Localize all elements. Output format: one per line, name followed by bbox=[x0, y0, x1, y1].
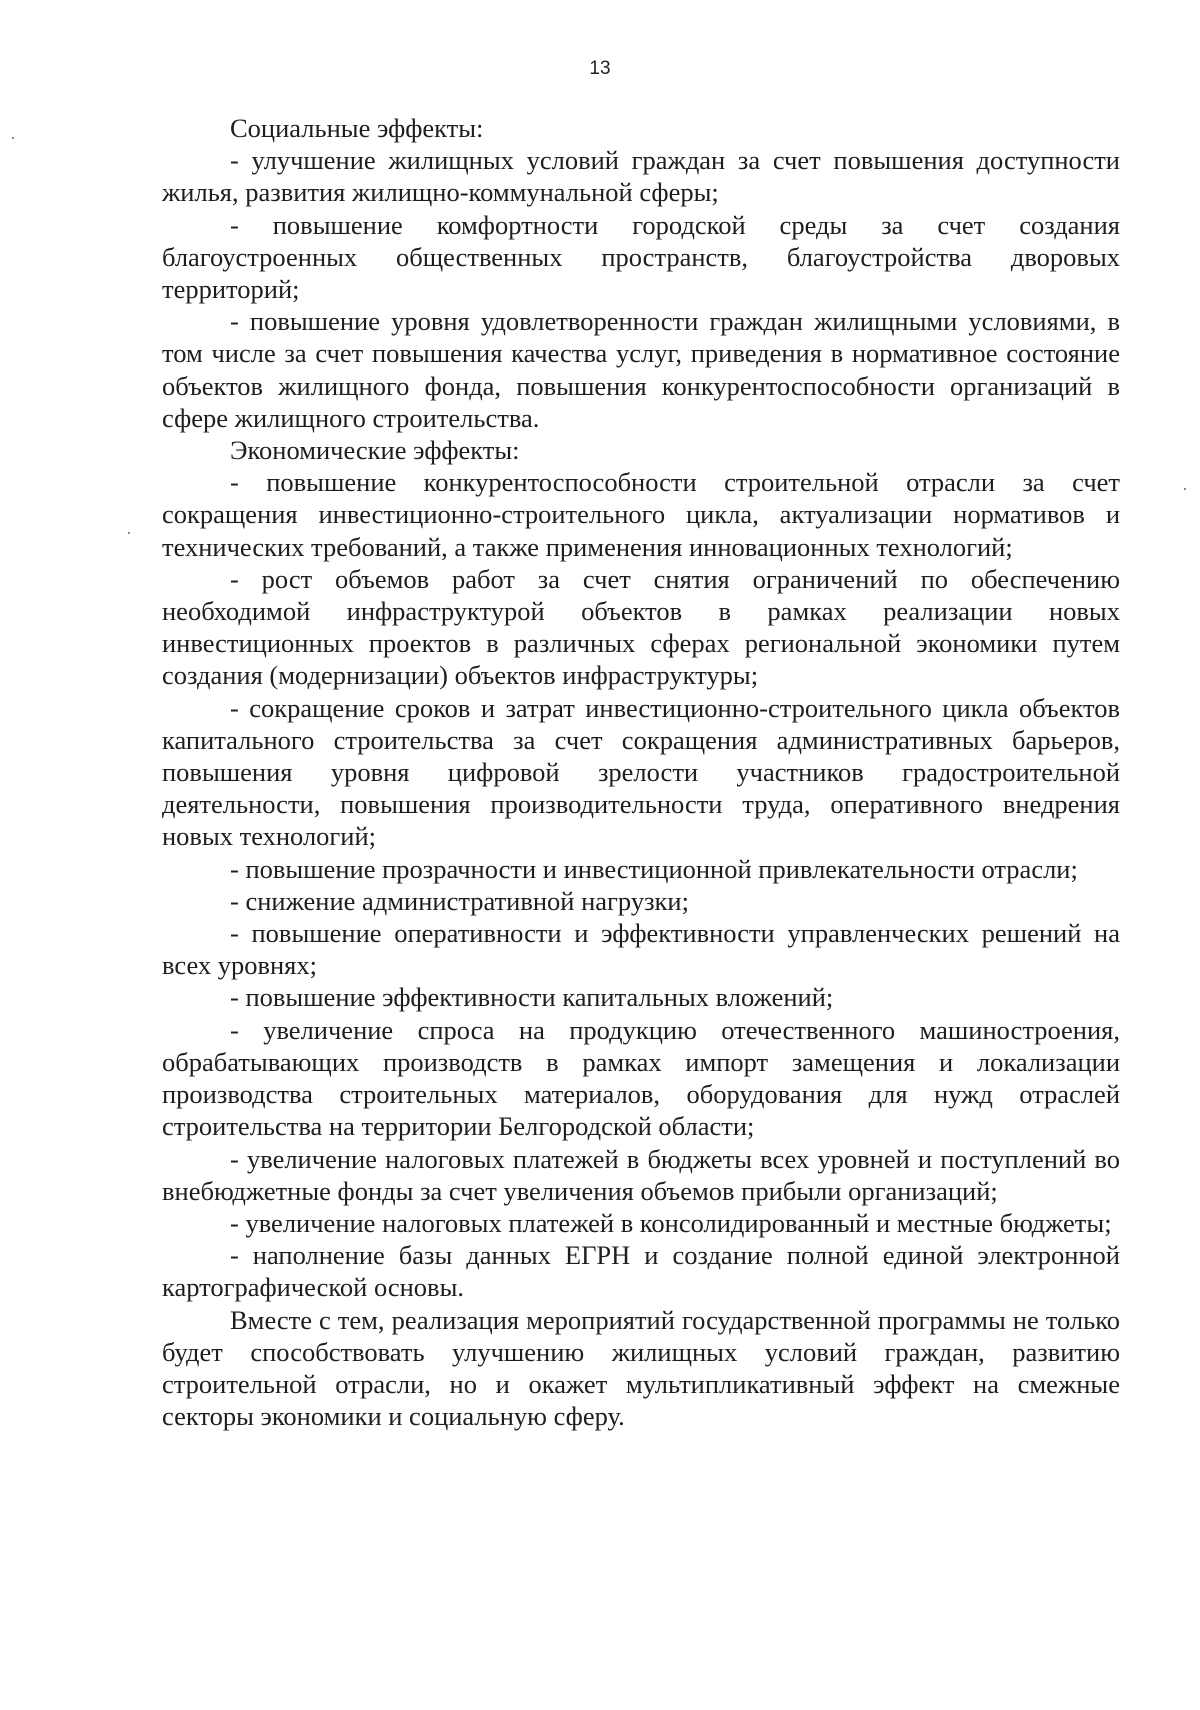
scan-speck bbox=[12, 137, 14, 139]
scan-speck bbox=[128, 532, 130, 534]
list-item: - увеличение налоговых платежей в консолидированный и местные бюджеты; bbox=[230, 1207, 1112, 1238]
economic-effects-heading: Экономические эффекты: bbox=[230, 435, 520, 466]
list-item: - повышение оперативности и эффективности управленческих решений на всех уровнях; bbox=[162, 918, 1120, 981]
list-item: - снижение административной нагрузки; bbox=[230, 885, 689, 916]
list-item: - повышение эффективности капитальных вложений; bbox=[230, 982, 834, 1013]
page-number: 13 bbox=[589, 58, 611, 79]
list-item: - повышение прозрачности и инвестиционной привлекательности отрасли; bbox=[230, 853, 1078, 884]
list-item: - повышение уровня удовлетворенности граждан жилищными условиями, в том числе за счет повышения качества услуг, приведения в нормативное состояние объектов жилищного фонда, повышения конкурентоспособности организаций в сфере жилищного строительства. bbox=[162, 306, 1120, 433]
document-body bbox=[162, 112, 1120, 1432]
list-item: - повышение комфортности городской среды за счет создания благоустроенных общественных пространств, благоустройства дворовых территорий; bbox=[162, 209, 1120, 305]
conclusion-paragraph: Вместе с тем, реализация мероприятий государственной программы не только будет способствовать улучшению жилищных условий граждан, развитию строительной отрасли, но и окажет мультипликативный эффект на смежные секторы экономики и социальную сферу. bbox=[162, 1304, 1120, 1432]
list-item: - увеличение спроса на продукцию отечественного машиностроения, обрабатывающих производств в рамках импорт замещения и локализации производства строительных материалов, оборудования для нужд отраслей строительства на территории Белгородской области; bbox=[162, 1014, 1120, 1142]
social-effects-heading: Социальные эффекты: bbox=[230, 113, 484, 143]
list-item: - увеличение налоговых платежей в бюджеты всех уровней и поступлений во внебюджетные фонды за счет увеличения объемов прибыли организаций; bbox=[162, 1143, 1120, 1206]
list-item: - повышение конкурентоспособности строительной отрасли за счет сокращения инвестиционно-строительного цикла, актуализации нормативов и технических требований, а также применения инновационных технологий; bbox=[162, 467, 1120, 562]
list-item: - улучшение жилищных условий граждан за счет повышения доступности жилья, развития жилищно-коммунальной сферы; bbox=[162, 145, 1120, 208]
list-item: - рост объемов работ за счет снятия ограничений по обеспечению необходимой инфраструктурой объектов в рамках реализации новых инвестиционных проектов в различных сферах региональной экономики путем создания (модернизации) объектов инфраструктуры; bbox=[162, 563, 1120, 691]
scan-speck bbox=[1184, 488, 1186, 490]
list-item: - сокращение сроков и затрат инвестиционно-строительного цикла объектов капитального строительства за счет сокращения административных барьеров, повышения уровня цифровой зрелости участников градостроительной деятельности, повышения производительности труда, оперативного внедрения новых технологий; bbox=[162, 692, 1120, 852]
list-item: - наполнение базы данных ЕГРН и создание полной единой электронной картографической основы. bbox=[162, 1240, 1120, 1303]
